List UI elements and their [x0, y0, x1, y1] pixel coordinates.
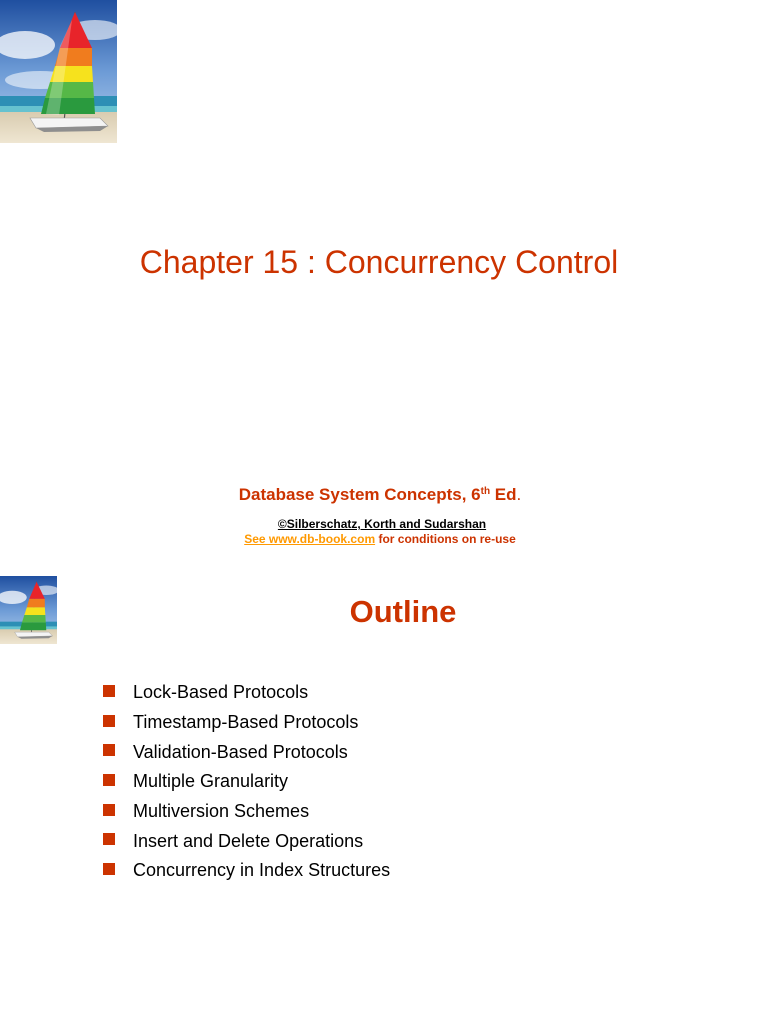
outline-item — [103, 767, 390, 797]
bullet-square-icon — [103, 715, 115, 727]
outline-item — [103, 737, 390, 767]
outline-item — [103, 678, 390, 708]
bullet-square-icon — [103, 804, 115, 816]
outline-item — [103, 856, 390, 886]
reuse-notice — [0, 532, 760, 546]
db-book-link[interactable]: See www.db-book.com — [244, 532, 376, 546]
bullet-square-icon — [103, 685, 115, 697]
outline-item-label: Validation-Based Protocols — [133, 741, 348, 762]
outline-item-label: Concurrency in Index Structures — [133, 860, 391, 881]
outline-item — [103, 708, 390, 738]
sailboat-photo — [0, 0, 117, 143]
outline-item — [103, 797, 390, 827]
book-title-edition: Ed — [490, 485, 517, 504]
reuse-notice-text: for conditions on re-use — [375, 532, 516, 546]
book-title-text: Database System Concepts, 6 — [238, 485, 481, 504]
outline-item-label: Insert and Delete Operations — [133, 830, 364, 851]
sailboat-photo-icon — [0, 0, 117, 143]
bullet-square-icon — [103, 744, 115, 756]
book-title — [0, 485, 760, 505]
outline-item — [103, 826, 390, 856]
bullet-square-icon — [103, 833, 115, 845]
outline-title: Outline — [349, 594, 457, 629]
outline-item-label: Multiversion Schemes — [133, 801, 310, 822]
bullet-square-icon — [103, 863, 115, 875]
chapter-title: Chapter 15 : Concurrency Control — [139, 244, 619, 280]
outline-item-label: Timestamp-Based Protocols — [133, 712, 359, 733]
bullet-square-icon — [103, 774, 115, 786]
outline-list — [103, 678, 390, 886]
copyright-notice: ©Silberschatz, Korth and Sudarshan — [277, 517, 487, 531]
outline-item-label: Lock-Based Protocols — [133, 682, 309, 703]
outline-item-label: Multiple Granularity — [133, 771, 289, 792]
edition-superscript: th — [480, 486, 491, 497]
book-title-period: . — [516, 485, 522, 504]
